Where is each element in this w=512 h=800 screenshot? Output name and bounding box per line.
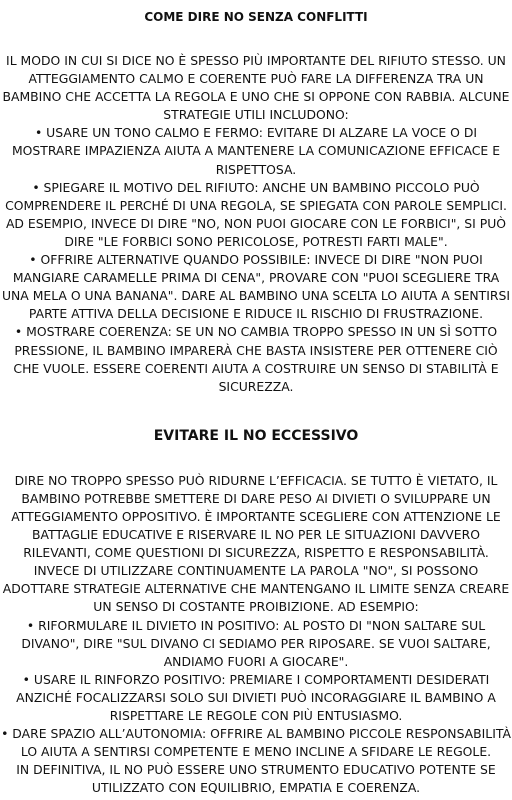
paragraph-strategie-alternative: INVECE DI UTILIZZARE CONTINUAMENTE LA PAROLA "NO", SI POSSONO ADOTTARE STRATEGIE ALTERNATIVE CHE MANTENGANO IL LIMITE SENZA CREARE UN SENSO DI COSTANTE PROIBIZIONE. AD ESEMPIO: [2,563,510,615]
bullet-mostrare-coerenza: • MOSTRARE COERENZA: SE UN NO CAMBIA TROPPO SPESSO IN UN SÌ SOTTO PRESSIONE, IL BAMBINO IMPARERÀ CHE BASTA INSISTERE PER OTTENERE CIÒ CHE VUOLE. ESSERE COERENTI AIUTA A COSTRUIRE UN SENSO DI STABILITÀ E SICUREZZA. [13,324,499,394]
paragraph-intro: IL MODO IN CUI SI DICE NO È SPESSO PIÙ IMPORTANTE DEL RIFIUTO STESSO. UN ATTEGGIAMENTO CALMO E COERENTE PUÒ FARE LA DIFFERENZA TRA UN BAMBINO CHE ACCETTA LA REGOLA E UNO CHE SI OPPONE CON RABBIA. ALCUNE STRATEGIE UTILI INCLUDONO: [2,53,510,123]
bullet-offrire-alternative: • OFFRIRE ALTERNATIVE QUANDO POSSIBILE: INVECE DI DIRE "NON PUOI MANGIARE CARAMELLE PRIMA DI CENA", PROVARE CON "PUOI SCEGLIERE TRA UNA MELA O UNA BANANA". DARE AL BAMBINO UNA SCELTA LO AIUTA A SENTIRSI PARTE ATTIVA DELLA DECISIONE E RIDUCE IL RISCHIO DI FRUSTRAZIONE. [1,252,511,322]
paragraph-no-eccessivo-intro: DIRE NO TROPPO SPESSO PUÒ RIDURNE L’EFFICACIA. SE TUTTO È VIETATO, IL BAMBINO POTREBBE SMETTERE DI DARE PESO AI DIVIETI O SVILUPPARE UN ATTEGGIAMENTO OPPOSITIVO. È IMPORTANTE SCEGLIERE CON ATTENZIONE LE BATTAGLIE EDUCATIVE E RISERVARE IL NO PER LE SITUAZIONI DAVVERO RILEVANTI, COME QUESTIONI DI SICUREZZA, RISPETTO E RESPONSABILITÀ. [11,472,501,561]
bullet-riformulare: • RIFORMULARE IL DIVIETO IN POSITIVO: AL POSTO DI "NON SALTARE SUL DIVANO", DIRE "SUL DIVANO CI SEDIAMO PER RIPOSARE. SE VUOI SALTARE, ANDIAMO FUORI A GIOCARE". [21,617,491,669]
section-title-no-eccessivo: EVITARE IL NO ECCESSIVO [153,427,359,444]
section-title-conflitti: COME DIRE NO SENZA CONFLITTI [144,10,368,24]
bullet-tono-calmo: • USARE UN TONO CALMO E FERMO: EVITARE DI ALZARE LA VOCE O DI MOSTRARE IMPAZIENZA AIUTA A MANTENERE LA COMUNICAZIONE EFFICACE E RISPETTOSA. [11,125,501,177]
bullet-autonomia: • DARE SPAZIO ALL’AUTONOMIA: OFFRIRE AL BAMBINO PICCOLE RESPONSABILITÀ LO AIUTA A SENTIRSI COMPETENTE E MENO INCLINE A SFIDARE LE REGOLE. [1,726,511,760]
bullet-spiegare-motivo: • SPIEGARE IL MOTIVO DEL RIFIUTO: ANCHE UN BAMBINO PICCOLO PUÒ COMPRENDERE IL PERCHÉ DI UNA REGOLA, SE SPIEGATA CON PAROLE SEMPLICI. AD ESEMPIO, INVECE DI DIRE "NO, NON PUOI GIOCARE CON LE FORBICI", SI PUÒ DIRE "LE FORBICI SONO PERICOLOSE, POTRESTI FARTI MALE". [5,179,507,249]
paragraph-conclusione: IN DEFINITIVA, IL NO PUÒ ESSERE UNO STRUMENTO EDUCATIVO POTENTE SE UTILIZZATO CON EQUILIBRIO, EMPATIA E COERENZA. [16,762,496,796]
bullet-rinforzo-positivo: • USARE IL RINFORZO POSITIVO: PREMIARE I COMPORTAMENTI DESIDERATI ANZICHÉ FOCALIZZARSI SOLO SUI DIVIETI PUÒ INCORAGGIARE IL BAMBINO A RISPETTARE LE REGOLE CON PIÙ ENTUSIASMO. [16,671,496,723]
